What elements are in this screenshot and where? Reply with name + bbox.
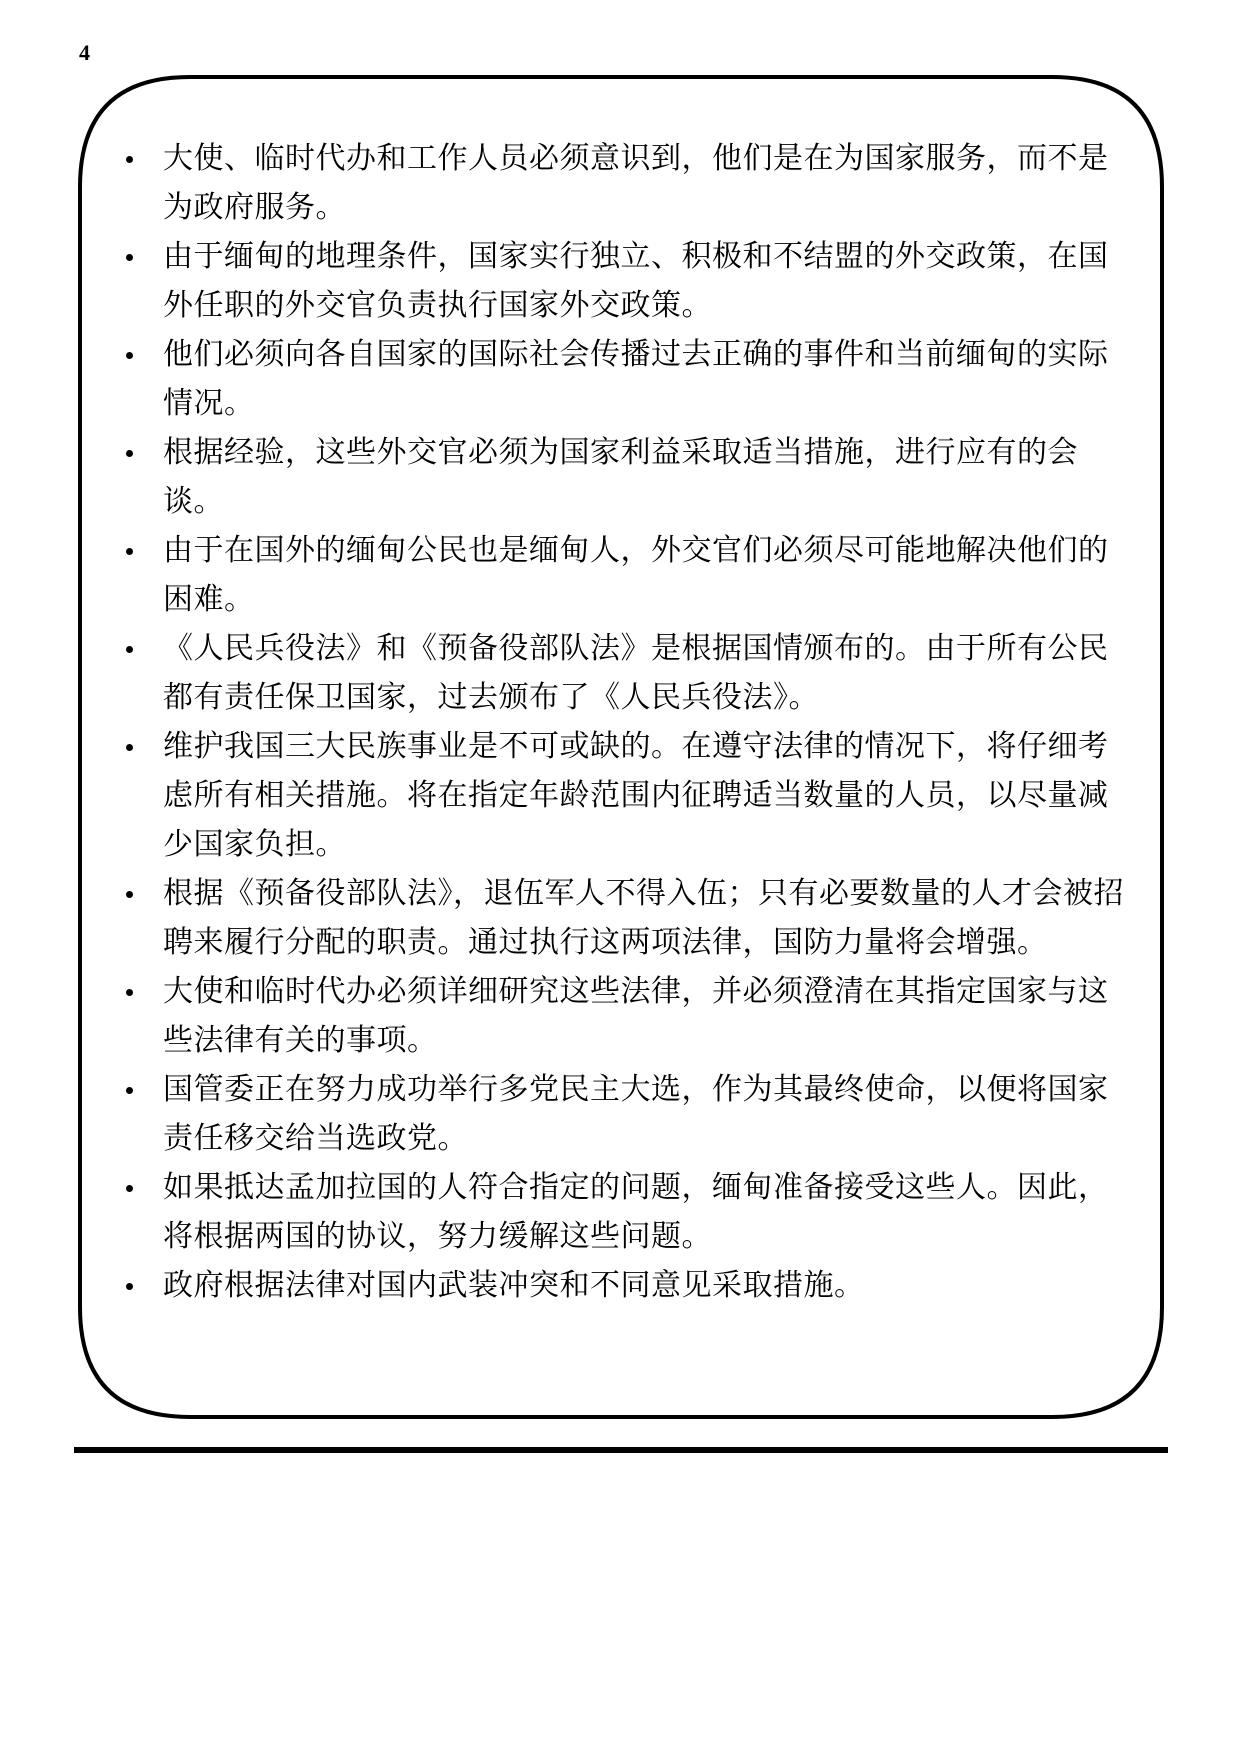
- list-item: [120, 869, 1130, 967]
- list-item-text: 政府根据法律对国内武装冲突和不同意见采取措施。: [163, 1268, 865, 1303]
- page-number: 4: [79, 40, 90, 65]
- list-item: [120, 1163, 1130, 1261]
- list-item-text: 根据经验，这些外交官必须为国家利益采取适当措施，进行应有的会谈。: [163, 435, 1078, 519]
- bullet-icon: [126, 646, 133, 653]
- list-item: [120, 1065, 1130, 1163]
- list-item: [120, 232, 1130, 330]
- list-item-text: 他们必须向各自国家的国际社会传播过去正确的事件和当前缅甸的实际情况。: [163, 337, 1109, 421]
- list-item-text: 大使和临时代办必须详细研究这些法律，并必须澄清在其指定国家与这些法律有关的事项。: [163, 974, 1109, 1058]
- bullet-icon: [126, 1283, 133, 1290]
- list-item-text: 如果抵达孟加拉国的人符合指定的问题，缅甸准备接受这些人。因此，将根据两国的协议，努力缓解这些问题。: [163, 1170, 1109, 1254]
- list-item-text: 由于缅甸的地理条件，国家实行独立、积极和不结盟的外交政策，在国外任职的外交官负责执行国家外交政策。: [163, 239, 1109, 323]
- bottom-divider: [74, 1447, 1168, 1453]
- list-item: [120, 967, 1130, 1065]
- bullet-icon: [126, 156, 133, 163]
- list-item-text: 《人民兵役法》和《预备役部队法》是根据国情颁布的。由于所有公民都有责任保卫国家，过去颁布了《人民兵役法》。: [163, 631, 1109, 715]
- list-item: [120, 330, 1130, 428]
- bullet-icon: [126, 891, 133, 898]
- list-item-text: 根据《预备役部队法》，退伍军人不得入伍；只有必要数量的人才会被招聘来履行分配的职责。通过执行这两项法律，国防力量将会增强。: [163, 876, 1124, 960]
- bullet-list: [120, 134, 1130, 1310]
- bullet-icon: [126, 989, 133, 996]
- list-item-text: 维护我国三大民族事业是不可或缺的。在遵守法律的情况下，将仔细考虑所有相关措施。将在指定年龄范围内征聘适当数量的人员，以尽量减少国家负担。: [163, 729, 1109, 862]
- list-item: [120, 428, 1130, 526]
- list-item: [120, 134, 1130, 232]
- bullet-icon: [126, 744, 133, 751]
- list-item: [120, 1261, 1130, 1310]
- bullet-icon: [126, 548, 133, 555]
- bullet-icon: [126, 1185, 133, 1192]
- bullet-icon: [126, 254, 133, 261]
- bullet-icon: [126, 450, 133, 457]
- list-item: [120, 722, 1130, 869]
- list-item: [120, 526, 1130, 624]
- list-item-text: 国管委正在努力成功举行多党民主大选，作为其最终使命，以便将国家责任移交给当选政党。: [163, 1072, 1109, 1156]
- list-item-text: 大使、临时代办和工作人员必须意识到，他们是在为国家服务，而不是为政府服务。: [163, 141, 1109, 225]
- list-item: [120, 624, 1130, 722]
- list-item-text: 由于在国外的缅甸公民也是缅甸人，外交官们必须尽可能地解决他们的困难。: [163, 533, 1109, 617]
- bullet-icon: [126, 1087, 133, 1094]
- bullet-icon: [126, 352, 133, 359]
